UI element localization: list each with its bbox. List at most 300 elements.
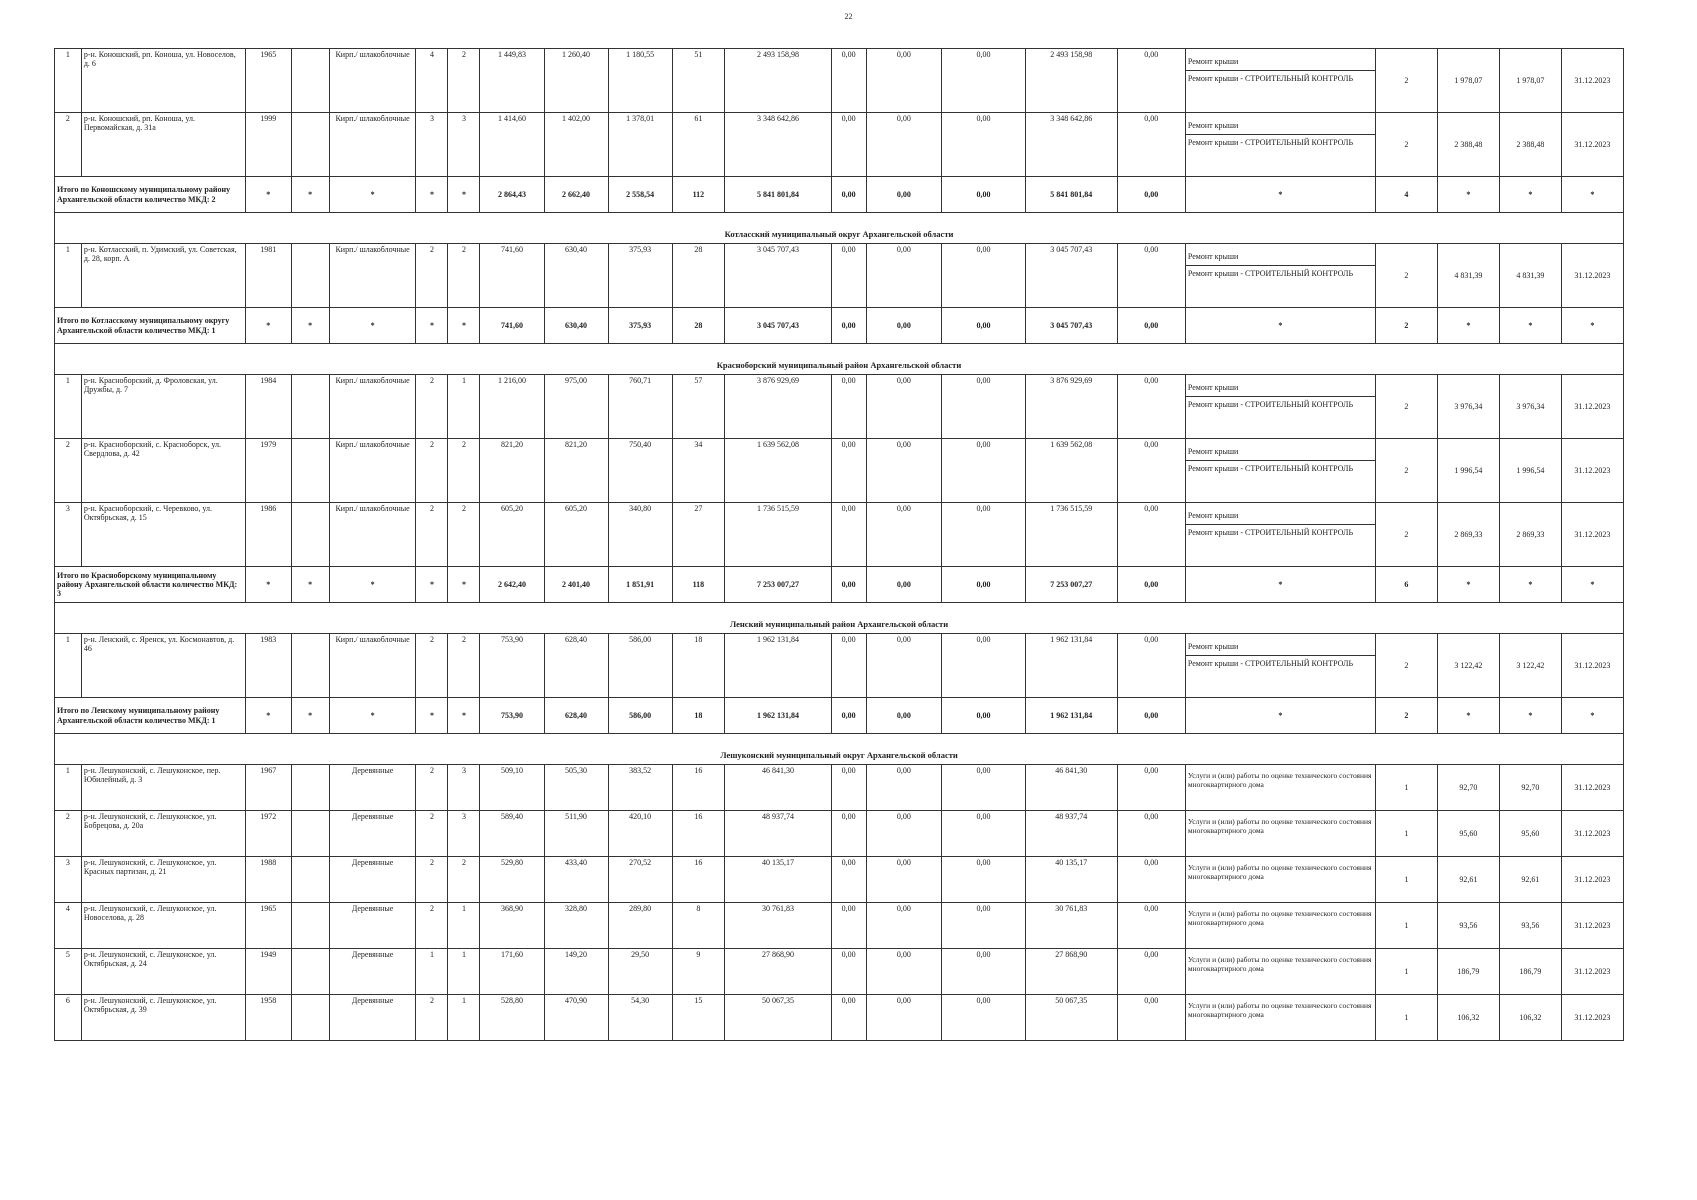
cell-a2: 630,40 bbox=[544, 244, 608, 308]
cell-f5: 0,00 bbox=[1117, 49, 1185, 113]
subtotal-res: 112 bbox=[672, 177, 725, 213]
asterisk-cell: * bbox=[246, 567, 291, 603]
work-type-1: Ремонт крыши bbox=[1186, 375, 1375, 397]
subtotal-f5: 0,00 bbox=[1117, 177, 1185, 213]
subtotal-label: Итого по Котласскому муниципальному округу Архангельской области количество МКД: 1 bbox=[55, 308, 246, 344]
row-number: 6 bbox=[55, 995, 82, 1041]
completion-date: 31.12.2023 bbox=[1561, 375, 1623, 439]
cell-f1: 0,00 bbox=[831, 949, 866, 995]
row-number: 2 bbox=[55, 811, 82, 857]
floors: 2 bbox=[416, 503, 448, 567]
cell-f5: 0,00 bbox=[1117, 903, 1185, 949]
work-count: 2 bbox=[1375, 244, 1437, 308]
unit-cost: 92,70 bbox=[1437, 765, 1499, 811]
subtotal-a1: 753,90 bbox=[480, 698, 544, 734]
cell-f5: 0,00 bbox=[1117, 113, 1185, 177]
cell-f5: 0,00 bbox=[1117, 811, 1185, 857]
completion-date: 31.12.2023 bbox=[1561, 244, 1623, 308]
floors: 1 bbox=[416, 949, 448, 995]
subtotal-f1: 0,00 bbox=[831, 698, 866, 734]
build-year: 1958 bbox=[246, 995, 291, 1041]
wall-material: Кирп./ шлакоблочные bbox=[329, 439, 416, 503]
work-type-1: Ремонт крыши bbox=[1186, 113, 1375, 135]
subtotal-f1: 0,00 bbox=[831, 308, 866, 344]
cell-a3: 420,10 bbox=[608, 811, 672, 857]
cell-cost: 2 493 158,98 bbox=[725, 49, 831, 113]
subtotal-a2: 2 401,40 bbox=[544, 567, 608, 603]
asterisk-cell: * bbox=[448, 308, 480, 344]
cell-f1: 0,00 bbox=[831, 503, 866, 567]
cell-f2: 0,00 bbox=[866, 439, 941, 503]
floors: 2 bbox=[416, 903, 448, 949]
cell-res: 61 bbox=[672, 113, 725, 177]
work-count: 2 bbox=[1375, 49, 1437, 113]
cell-f3: 0,00 bbox=[942, 765, 1026, 811]
cell-f3: 0,00 bbox=[942, 949, 1026, 995]
asterisk-cell: * bbox=[1185, 698, 1375, 734]
cell-f2: 0,00 bbox=[866, 503, 941, 567]
subtotal-cost: 5 841 801,84 bbox=[725, 177, 831, 213]
cell-a1: 509,10 bbox=[480, 765, 544, 811]
wall-material: Кирп./ шлакоблочные bbox=[329, 244, 416, 308]
cell-a2: 628,40 bbox=[544, 634, 608, 698]
cell-f2: 0,00 bbox=[866, 634, 941, 698]
cell-cost: 1 736 515,59 bbox=[725, 503, 831, 567]
subtotal-f2: 0,00 bbox=[866, 177, 941, 213]
build-year: 1965 bbox=[246, 903, 291, 949]
asterisk-cell: * bbox=[291, 567, 329, 603]
section-title: Ленский муниципальный район Архангельской области bbox=[55, 603, 1624, 634]
subtotal-f3: 0,00 bbox=[942, 567, 1026, 603]
cell-cost: 46 841,30 bbox=[725, 765, 831, 811]
subtotal-row bbox=[55, 698, 1624, 734]
work-types bbox=[1185, 634, 1375, 698]
completion-date: 31.12.2023 bbox=[1561, 949, 1623, 995]
section-title: Лешуконский муниципальный округ Архангельской области bbox=[55, 734, 1624, 765]
max-unit-cost: 95,60 bbox=[1499, 811, 1561, 857]
empty-cell bbox=[291, 49, 329, 113]
subtotal-a1: 2 642,40 bbox=[480, 567, 544, 603]
cell-a1: 605,20 bbox=[480, 503, 544, 567]
cell-f2: 0,00 bbox=[866, 375, 941, 439]
subtotal-row bbox=[55, 567, 1624, 603]
work-count: 2 bbox=[1375, 634, 1437, 698]
cell-f1: 0,00 bbox=[831, 113, 866, 177]
building-address: р-н. Коношский, рп. Коноша, ул. Новоселов, д. 6 bbox=[81, 49, 245, 113]
unit-cost: 1 996,54 bbox=[1437, 439, 1499, 503]
subtotal-a2: 2 662,40 bbox=[544, 177, 608, 213]
subtotal-a3: 2 558,54 bbox=[608, 177, 672, 213]
entrances: 2 bbox=[448, 49, 480, 113]
cell-a1: 171,60 bbox=[480, 949, 544, 995]
cell-a3: 375,93 bbox=[608, 244, 672, 308]
unit-cost: 4 831,39 bbox=[1437, 244, 1499, 308]
floors: 2 bbox=[416, 634, 448, 698]
cell-f2: 0,00 bbox=[866, 244, 941, 308]
cell-a2: 505,30 bbox=[544, 765, 608, 811]
unit-cost: 186,79 bbox=[1437, 949, 1499, 995]
work-type-1: Услуги и (или) работы по оценке технического состояния многоквартирного дома bbox=[1187, 955, 1372, 973]
empty-cell bbox=[291, 375, 329, 439]
building-address: р-н. Красноборский, д. Фроловская, ул. Дружбы, д. 7 bbox=[81, 375, 245, 439]
subtotal-a1: 741,60 bbox=[480, 308, 544, 344]
cell-a2: 149,20 bbox=[544, 949, 608, 995]
subtotal-f3: 0,00 bbox=[942, 698, 1026, 734]
cell-res: 16 bbox=[672, 765, 725, 811]
build-year: 1967 bbox=[246, 765, 291, 811]
work-type-1: Услуги и (или) работы по оценке технического состояния многоквартирного дома bbox=[1187, 863, 1372, 881]
section-header-row bbox=[55, 344, 1624, 375]
page-number: 22 bbox=[844, 12, 853, 21]
asterisk-cell: * bbox=[1561, 177, 1623, 213]
cell-a1: 1 216,00 bbox=[480, 375, 544, 439]
work-types bbox=[1185, 113, 1375, 177]
cell-f3: 0,00 bbox=[942, 375, 1026, 439]
work-type-1: Ремонт крыши bbox=[1186, 503, 1375, 525]
cell-f1: 0,00 bbox=[831, 811, 866, 857]
unit-cost: 3 976,34 bbox=[1437, 375, 1499, 439]
cell-a3: 1 180,55 bbox=[608, 49, 672, 113]
build-year: 1965 bbox=[246, 49, 291, 113]
cell-f2: 0,00 bbox=[866, 49, 941, 113]
table-row bbox=[55, 949, 1624, 995]
work-type-2: Ремонт крыши - СТРОИТЕЛЬНЫЙ КОНТРОЛЬ bbox=[1187, 400, 1354, 409]
building-address: р-н. Лешуконский, с. Лешуконское, пер. Юбилейный, д. 3 bbox=[81, 765, 245, 811]
cell-res: 15 bbox=[672, 995, 725, 1041]
asterisk-cell: * bbox=[416, 308, 448, 344]
row-number: 2 bbox=[55, 113, 82, 177]
building-address: р-н. Ленский, с. Яренск, ул. Космонавтов, д. 46 bbox=[81, 634, 245, 698]
row-number: 3 bbox=[55, 857, 82, 903]
cell-a1: 753,90 bbox=[480, 634, 544, 698]
row-number: 1 bbox=[55, 375, 82, 439]
entrances: 2 bbox=[448, 244, 480, 308]
work-count: 1 bbox=[1375, 903, 1437, 949]
subtotal-label: Итого по Красноборскому муниципальному району Архангельской области количество МКД: 3 bbox=[55, 567, 246, 603]
completion-date: 31.12.2023 bbox=[1561, 634, 1623, 698]
cell-f1: 0,00 bbox=[831, 375, 866, 439]
floors: 2 bbox=[416, 439, 448, 503]
empty-cell bbox=[291, 113, 329, 177]
row-number: 1 bbox=[55, 244, 82, 308]
subtotal-cost: 7 253 007,27 bbox=[725, 567, 831, 603]
cell-f4: 3 045 707,43 bbox=[1025, 244, 1117, 308]
asterisk-cell: * bbox=[448, 177, 480, 213]
unit-cost: 2 869,33 bbox=[1437, 503, 1499, 567]
table-row bbox=[55, 244, 1624, 308]
asterisk-cell: * bbox=[291, 177, 329, 213]
cell-res: 27 bbox=[672, 503, 725, 567]
work-count: 1 bbox=[1375, 811, 1437, 857]
asterisk-cell: * bbox=[246, 698, 291, 734]
cell-a1: 821,20 bbox=[480, 439, 544, 503]
work-types bbox=[1185, 49, 1375, 113]
asterisk-cell: * bbox=[1499, 567, 1561, 603]
cell-cost: 3 348 642,86 bbox=[725, 113, 831, 177]
subtotal-a2: 630,40 bbox=[544, 308, 608, 344]
entrances: 2 bbox=[448, 439, 480, 503]
section-header-row bbox=[55, 603, 1624, 634]
completion-date: 31.12.2023 bbox=[1561, 439, 1623, 503]
cell-f3: 0,00 bbox=[942, 49, 1026, 113]
subtotal-cost: 1 962 131,84 bbox=[725, 698, 831, 734]
subtotal-label: Итого по Коношскому муниципальному району Архангельской области количество МКД: 2 bbox=[55, 177, 246, 213]
subtotal-f3: 0,00 bbox=[942, 177, 1026, 213]
subtotal-f2: 0,00 bbox=[866, 698, 941, 734]
asterisk-cell: * bbox=[1499, 308, 1561, 344]
cell-cost: 3 876 929,69 bbox=[725, 375, 831, 439]
asterisk-cell: * bbox=[246, 177, 291, 213]
empty-cell bbox=[291, 949, 329, 995]
row-number: 3 bbox=[55, 503, 82, 567]
cell-cost: 48 937,74 bbox=[725, 811, 831, 857]
completion-date: 31.12.2023 bbox=[1561, 995, 1623, 1041]
floors: 2 bbox=[416, 811, 448, 857]
entrances: 2 bbox=[448, 857, 480, 903]
work-types bbox=[1185, 811, 1375, 857]
subtotal-label: Итого по Ленскому муниципальному району Архангельской области количество МКД: 1 bbox=[55, 698, 246, 734]
asterisk-cell: * bbox=[329, 567, 416, 603]
cell-cost: 50 067,35 bbox=[725, 995, 831, 1041]
work-type-2: Ремонт крыши - СТРОИТЕЛЬНЫЙ КОНТРОЛЬ bbox=[1187, 269, 1354, 278]
cell-a1: 368,90 bbox=[480, 903, 544, 949]
work-count: 1 bbox=[1375, 949, 1437, 995]
cell-f3: 0,00 bbox=[942, 995, 1026, 1041]
building-address: р-н. Лешуконский, с. Лешуконское, ул. Красных партизан, д. 21 bbox=[81, 857, 245, 903]
subtotal-f4: 5 841 801,84 bbox=[1025, 177, 1117, 213]
max-unit-cost: 93,56 bbox=[1499, 903, 1561, 949]
table-row bbox=[55, 995, 1624, 1041]
cell-a3: 383,52 bbox=[608, 765, 672, 811]
cell-f4: 50 067,35 bbox=[1025, 995, 1117, 1041]
work-types bbox=[1185, 765, 1375, 811]
cell-f4: 2 493 158,98 bbox=[1025, 49, 1117, 113]
cell-res: 18 bbox=[672, 634, 725, 698]
max-unit-cost: 2 869,33 bbox=[1499, 503, 1561, 567]
asterisk-cell: * bbox=[416, 698, 448, 734]
work-type-1: Услуги и (или) работы по оценке технического состояния многоквартирного дома bbox=[1187, 909, 1372, 927]
cell-f5: 0,00 bbox=[1117, 439, 1185, 503]
cell-cost: 1 962 131,84 bbox=[725, 634, 831, 698]
section-header-row bbox=[55, 213, 1624, 244]
empty-cell bbox=[291, 811, 329, 857]
work-count: 1 bbox=[1375, 995, 1437, 1041]
work-type-2: Ремонт крыши - СТРОИТЕЛЬНЫЙ КОНТРОЛЬ bbox=[1187, 464, 1354, 473]
subtotal-f5: 0,00 bbox=[1117, 698, 1185, 734]
asterisk-cell: * bbox=[448, 698, 480, 734]
work-type-1: Услуги и (или) работы по оценке технического состояния многоквартирного дома bbox=[1187, 1001, 1372, 1019]
work-types bbox=[1185, 375, 1375, 439]
build-year: 1988 bbox=[246, 857, 291, 903]
table-row bbox=[55, 857, 1624, 903]
work-count: 2 bbox=[1375, 439, 1437, 503]
wall-material: Деревянные bbox=[329, 857, 416, 903]
max-unit-cost: 186,79 bbox=[1499, 949, 1561, 995]
work-type-1: Ремонт крыши bbox=[1186, 439, 1375, 461]
subtotal-row bbox=[55, 177, 1624, 213]
cell-f3: 0,00 bbox=[942, 903, 1026, 949]
work-types bbox=[1185, 244, 1375, 308]
work-type-1: Ремонт крыши bbox=[1186, 634, 1375, 656]
row-number: 1 bbox=[55, 765, 82, 811]
building-address: р-н. Красноборский, с. Красноборск, ул. Свердлова, д. 42 bbox=[81, 439, 245, 503]
cell-a2: 1 402,00 bbox=[544, 113, 608, 177]
cell-f5: 0,00 bbox=[1117, 375, 1185, 439]
empty-cell bbox=[291, 765, 329, 811]
cell-f2: 0,00 bbox=[866, 949, 941, 995]
subtotal-f4: 1 962 131,84 bbox=[1025, 698, 1117, 734]
floors: 2 bbox=[416, 244, 448, 308]
asterisk-cell: * bbox=[1437, 177, 1499, 213]
cell-a1: 1 414,60 bbox=[480, 113, 544, 177]
cell-cost: 27 868,90 bbox=[725, 949, 831, 995]
subtotal-a3: 375,93 bbox=[608, 308, 672, 344]
completion-date: 31.12.2023 bbox=[1561, 113, 1623, 177]
building-address: р-н. Котласский, п. Удимский, ул. Советская, д. 28, корп. А bbox=[81, 244, 245, 308]
cell-a2: 821,20 bbox=[544, 439, 608, 503]
wall-material: Кирп./ шлакоблочные bbox=[329, 375, 416, 439]
entrances: 3 bbox=[448, 811, 480, 857]
cell-a2: 433,40 bbox=[544, 857, 608, 903]
table-row bbox=[55, 765, 1624, 811]
max-unit-cost: 92,70 bbox=[1499, 765, 1561, 811]
cell-a3: 270,52 bbox=[608, 857, 672, 903]
completion-date: 31.12.2023 bbox=[1561, 503, 1623, 567]
max-unit-cost: 1 978,07 bbox=[1499, 49, 1561, 113]
cell-a3: 54,30 bbox=[608, 995, 672, 1041]
unit-cost: 95,60 bbox=[1437, 811, 1499, 857]
table-row bbox=[55, 811, 1624, 857]
table-row bbox=[55, 634, 1624, 698]
build-year: 1984 bbox=[246, 375, 291, 439]
empty-cell bbox=[291, 503, 329, 567]
unit-cost: 1 978,07 bbox=[1437, 49, 1499, 113]
floors: 2 bbox=[416, 995, 448, 1041]
subtotal-work-count: 2 bbox=[1375, 698, 1437, 734]
unit-cost: 93,56 bbox=[1437, 903, 1499, 949]
unit-cost: 106,32 bbox=[1437, 995, 1499, 1041]
cell-f3: 0,00 bbox=[942, 634, 1026, 698]
table-row bbox=[55, 439, 1624, 503]
work-types bbox=[1185, 503, 1375, 567]
subtotal-res: 118 bbox=[672, 567, 725, 603]
wall-material: Деревянные bbox=[329, 995, 416, 1041]
table-row bbox=[55, 49, 1624, 113]
build-year: 1983 bbox=[246, 634, 291, 698]
completion-date: 31.12.2023 bbox=[1561, 811, 1623, 857]
max-unit-cost: 3 122,42 bbox=[1499, 634, 1561, 698]
build-year: 1986 bbox=[246, 503, 291, 567]
row-number: 4 bbox=[55, 903, 82, 949]
floors: 4 bbox=[416, 49, 448, 113]
asterisk-cell: * bbox=[416, 567, 448, 603]
max-unit-cost: 3 976,34 bbox=[1499, 375, 1561, 439]
cell-f5: 0,00 bbox=[1117, 995, 1185, 1041]
cell-res: 16 bbox=[672, 811, 725, 857]
cell-f1: 0,00 bbox=[831, 439, 866, 503]
table-row bbox=[55, 903, 1624, 949]
entrances: 1 bbox=[448, 949, 480, 995]
cell-res: 57 bbox=[672, 375, 725, 439]
build-year: 1949 bbox=[246, 949, 291, 995]
row-number: 5 bbox=[55, 949, 82, 995]
max-unit-cost: 92,61 bbox=[1499, 857, 1561, 903]
max-unit-cost: 2 388,48 bbox=[1499, 113, 1561, 177]
cell-f3: 0,00 bbox=[942, 857, 1026, 903]
subtotal-work-count: 6 bbox=[1375, 567, 1437, 603]
asterisk-cell: * bbox=[1561, 308, 1623, 344]
empty-cell bbox=[291, 903, 329, 949]
cell-f5: 0,00 bbox=[1117, 503, 1185, 567]
build-year: 1999 bbox=[246, 113, 291, 177]
cell-f3: 0,00 bbox=[942, 244, 1026, 308]
cell-a2: 1 260,40 bbox=[544, 49, 608, 113]
cell-a1: 741,60 bbox=[480, 244, 544, 308]
wall-material: Кирп./ шлакоблочные bbox=[329, 49, 416, 113]
cell-f4: 46 841,30 bbox=[1025, 765, 1117, 811]
subtotal-a3: 586,00 bbox=[608, 698, 672, 734]
cell-f2: 0,00 bbox=[866, 995, 941, 1041]
subtotal-work-count: 4 bbox=[1375, 177, 1437, 213]
cell-res: 34 bbox=[672, 439, 725, 503]
cell-f1: 0,00 bbox=[831, 765, 866, 811]
cell-f3: 0,00 bbox=[942, 503, 1026, 567]
unit-cost: 3 122,42 bbox=[1437, 634, 1499, 698]
subtotal-res: 18 bbox=[672, 698, 725, 734]
cell-f1: 0,00 bbox=[831, 244, 866, 308]
asterisk-cell: * bbox=[1185, 567, 1375, 603]
cell-f4: 1 736 515,59 bbox=[1025, 503, 1117, 567]
work-type-1: Услуги и (или) работы по оценке технического состояния многоквартирного дома bbox=[1187, 817, 1372, 835]
work-type-2: Ремонт крыши - СТРОИТЕЛЬНЫЙ КОНТРОЛЬ bbox=[1187, 74, 1354, 83]
cell-f4: 27 868,90 bbox=[1025, 949, 1117, 995]
building-address: р-н. Красноборский, с. Черевково, ул. Октябрьская, д. 15 bbox=[81, 503, 245, 567]
max-unit-cost: 106,32 bbox=[1499, 995, 1561, 1041]
entrances: 3 bbox=[448, 113, 480, 177]
asterisk-cell: * bbox=[1499, 698, 1561, 734]
asterisk-cell: * bbox=[1499, 177, 1561, 213]
empty-cell bbox=[291, 634, 329, 698]
cell-f3: 0,00 bbox=[942, 439, 1026, 503]
work-type-1: Ремонт крыши bbox=[1186, 49, 1375, 71]
asterisk-cell: * bbox=[1185, 177, 1375, 213]
subtotal-f4: 7 253 007,27 bbox=[1025, 567, 1117, 603]
row-number: 1 bbox=[55, 634, 82, 698]
subtotal-f4: 3 045 707,43 bbox=[1025, 308, 1117, 344]
asterisk-cell: * bbox=[329, 308, 416, 344]
subtotal-a1: 2 864,43 bbox=[480, 177, 544, 213]
cell-a3: 586,00 bbox=[608, 634, 672, 698]
work-count: 1 bbox=[1375, 857, 1437, 903]
work-count: 2 bbox=[1375, 113, 1437, 177]
floors: 2 bbox=[416, 857, 448, 903]
asterisk-cell: * bbox=[416, 177, 448, 213]
cell-f2: 0,00 bbox=[866, 903, 941, 949]
entrances: 2 bbox=[448, 503, 480, 567]
cell-f1: 0,00 bbox=[831, 49, 866, 113]
work-count: 1 bbox=[1375, 765, 1437, 811]
subtotal-f5: 0,00 bbox=[1117, 308, 1185, 344]
cell-f5: 0,00 bbox=[1117, 634, 1185, 698]
unit-cost: 2 388,48 bbox=[1437, 113, 1499, 177]
asterisk-cell: * bbox=[448, 567, 480, 603]
cell-f4: 1 962 131,84 bbox=[1025, 634, 1117, 698]
cell-f5: 0,00 bbox=[1117, 244, 1185, 308]
cell-a2: 511,90 bbox=[544, 811, 608, 857]
work-types bbox=[1185, 857, 1375, 903]
subtotal-row bbox=[55, 308, 1624, 344]
completion-date: 31.12.2023 bbox=[1561, 903, 1623, 949]
